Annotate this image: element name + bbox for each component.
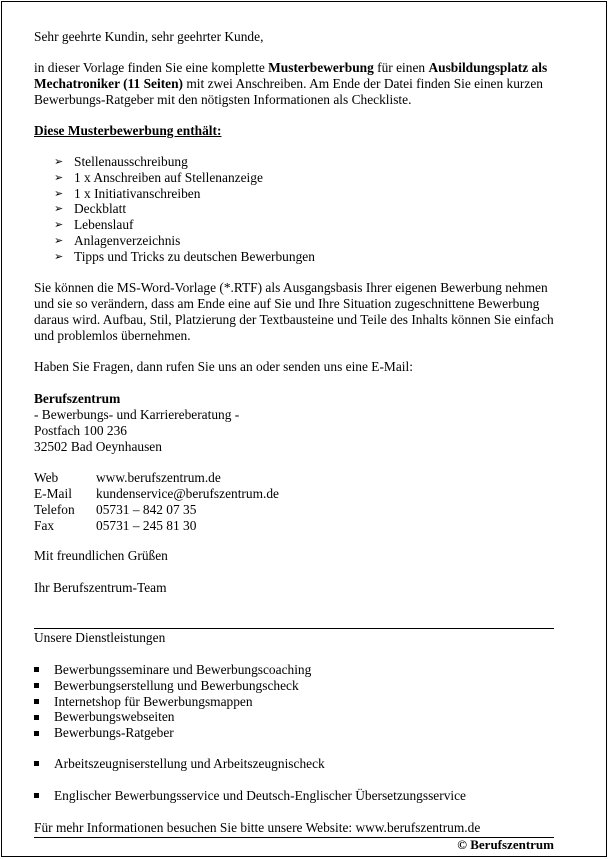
- list-item-label: Arbeitszeugniserstellung und Arbeitszeugnischeck: [54, 755, 325, 771]
- list-item: [34, 678, 311, 694]
- contact-label: Fax: [34, 518, 55, 533]
- intro-text-2: für einen: [373, 60, 429, 75]
- intro-text-1: in dieser Vorlage finden Sie eine komplette: [34, 60, 269, 75]
- list-item-label: Stellenausschreibung: [74, 153, 188, 169]
- document-page: [1, 1, 607, 857]
- list-item: [54, 249, 315, 265]
- questions-line: Haben Sie Fragen, dann rufen Sie uns an oder senden uns eine E-Mail:: [34, 359, 413, 374]
- contact-fax: 05731 – 245 81 30: [96, 518, 197, 533]
- more-info-line: Für mehr Informationen besuchen Sie bitte unsere Website: www.berufszentrum.de: [34, 820, 481, 835]
- list-item-label: Tipps und Tricks zu deutschen Bewerbungen: [74, 248, 315, 264]
- list-item-label: Bewerbungserstellung und Bewerbungscheck: [54, 677, 299, 693]
- list-item: [54, 170, 315, 186]
- list-item: [54, 154, 315, 170]
- arrow-bullet-icon: ➢: [54, 233, 64, 247]
- square-bullet-icon: [34, 683, 39, 688]
- organization-name: Berufszentrum: [34, 391, 121, 406]
- signature-line: Ihr Berufszentrum-Team: [34, 580, 167, 595]
- list-item-label: 1 x Anschreiben auf Stellenanzeige: [74, 169, 263, 185]
- list-item: [34, 725, 311, 741]
- arrow-bullet-icon: ➢: [54, 218, 64, 232]
- list-item: [34, 788, 466, 804]
- list-item-label: Lebenslauf: [74, 217, 134, 233]
- contents-heading: Diese Musterbewerbung enthält:: [34, 123, 222, 138]
- list-item: [34, 662, 311, 678]
- square-bullet-icon: [34, 761, 39, 766]
- services-list-main: [34, 662, 311, 741]
- list-item: [34, 694, 311, 710]
- list-item: [54, 233, 315, 249]
- services-list-certificates: [34, 756, 325, 772]
- contact-label: Telefon: [34, 502, 75, 517]
- contact-phone: 05731 – 842 07 35: [96, 502, 197, 517]
- contact-table: [34, 470, 279, 534]
- copyright-notice: © Berufszentrum: [457, 837, 554, 852]
- square-bullet-icon: [34, 731, 39, 736]
- list-item-label: Englischer Bewerbungsservice und Deutsch-Englischer Übersetzungsservice: [54, 787, 466, 803]
- closing-line: Mit freundlichen Grüßen: [34, 548, 168, 563]
- list-item-label: 1 x Initiativanschreiben: [74, 185, 201, 201]
- arrow-bullet-icon: ➢: [54, 170, 64, 184]
- list-item-label: Deckblatt: [74, 201, 127, 217]
- contents-list: [54, 154, 315, 265]
- intro-bold-2: Ausbildungsplatz als Mechatroniker (11 Seiten): [34, 60, 548, 91]
- address-street: Postfach 100 236: [34, 423, 127, 438]
- intro-bold-1: Musterbewerbung: [268, 60, 374, 75]
- table-row: [34, 470, 279, 486]
- arrow-bullet-icon: ➢: [54, 186, 64, 200]
- services-heading: Unsere Dienstleistungen: [34, 630, 166, 645]
- intro-text-3: mit zwei Anschreiben. Am Ende der Datei finden Sie einen kurzen Bewerbungs-Ratgeber mit den nötigsten Informationen als Checkliste.: [34, 76, 543, 107]
- table-row: [34, 502, 279, 518]
- list-item-label: Internetshop für Bewerbungsmappen: [54, 693, 253, 709]
- arrow-bullet-icon: ➢: [54, 249, 64, 263]
- template-usage-paragraph: Sie können die MS-Word-Vorlage (*.RTF) als Ausgangsbasis Ihrer eigenen Bewerbung nehmen und sie so verändern, dass am Ende eine auf Sie und Ihre Situation zugeschnittene Bewerbung daraus wird. Aufbau, Stil, Platzierung der Textbausteine und Teile des Inhalts können Sie einfach und problemlos übernehmen.: [34, 280, 554, 343]
- square-bullet-icon: [34, 715, 39, 720]
- list-item: [54, 186, 315, 202]
- list-item-label: Bewerbungsseminare und Bewerbungscoaching: [54, 661, 312, 677]
- arrow-bullet-icon: ➢: [54, 202, 64, 216]
- arrow-bullet-icon: ➢: [54, 154, 64, 168]
- table-row: [34, 518, 279, 534]
- list-item-label: Bewerbungs-Ratgeber: [54, 725, 174, 741]
- footer-divider: [34, 837, 554, 838]
- contact-email-link[interactable]: kundenservice@berufszentrum.de: [96, 486, 279, 501]
- intro-paragraph: [34, 60, 554, 108]
- section-divider: [34, 628, 554, 629]
- square-bullet-icon: [34, 667, 39, 672]
- greeting: Sehr geehrte Kundin, sehr geehrter Kunde,: [34, 29, 264, 44]
- table-row: [34, 486, 279, 502]
- organization-tagline: - Bewerbungs- und Karriereberatung -: [34, 407, 240, 422]
- square-bullet-icon: [34, 793, 39, 798]
- square-bullet-icon: [34, 699, 39, 704]
- contact-web-link[interactable]: www.berufszentrum.de: [96, 470, 221, 485]
- sender-address: [34, 391, 239, 455]
- services-list-english: [34, 788, 466, 804]
- list-item: [34, 709, 311, 725]
- list-item-label: Bewerbungswebseiten: [54, 709, 175, 725]
- list-item-label: Anlagenverzeichnis: [74, 232, 181, 248]
- contact-label: E-Mail: [34, 486, 72, 501]
- list-item: [34, 756, 325, 772]
- address-city: 32502 Bad Oeynhausen: [34, 439, 162, 454]
- list-item: [54, 217, 315, 233]
- contact-label: Web: [34, 470, 59, 485]
- list-item: [54, 201, 315, 217]
